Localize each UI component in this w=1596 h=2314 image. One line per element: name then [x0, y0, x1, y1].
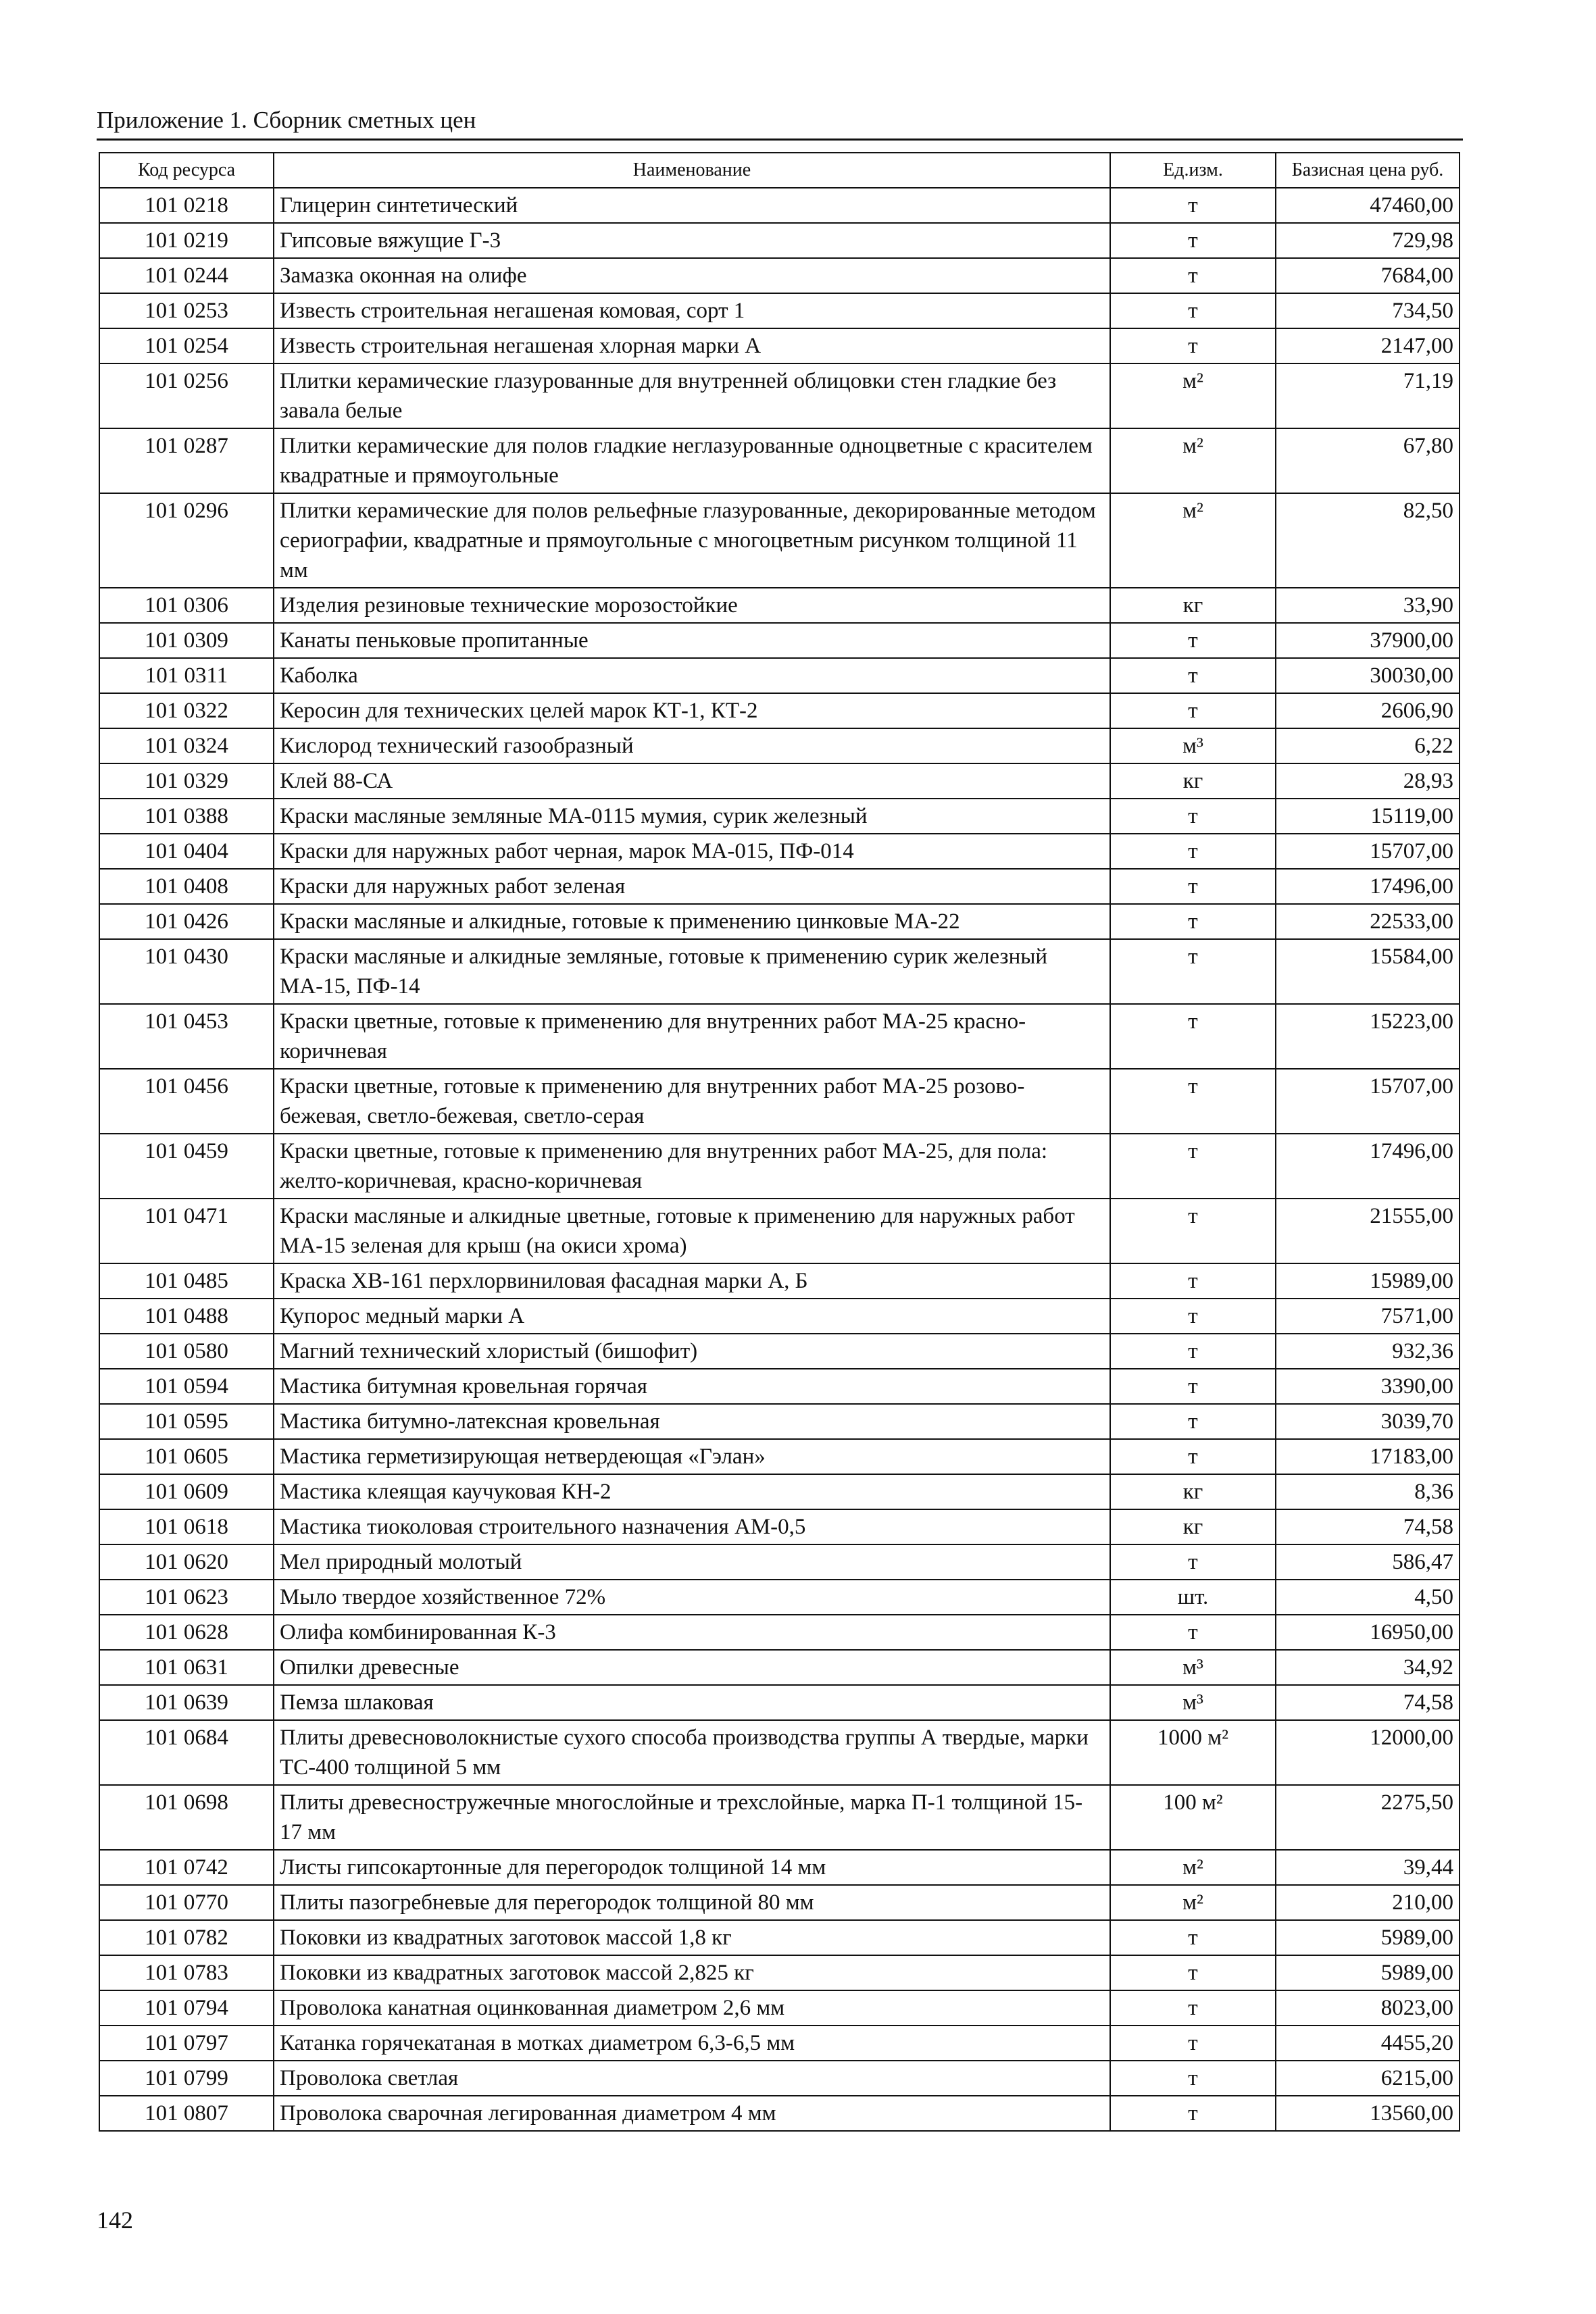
price-cell: 15119,00	[1276, 799, 1460, 834]
unit-cell: кг	[1110, 588, 1276, 623]
resource-code-cell: 101 0782	[99, 1920, 274, 1955]
price-cell: 82,50	[1276, 493, 1460, 588]
table-row	[99, 1134, 1460, 1199]
price-cell: 21555,00	[1276, 1199, 1460, 1263]
price-cell: 17496,00	[1276, 869, 1460, 904]
price-cell: 4455,20	[1276, 2026, 1460, 2061]
unit-cell: кг	[1110, 1509, 1276, 1544]
unit-cell: т	[1110, 1263, 1276, 1299]
resource-code-cell: 101 0631	[99, 1650, 274, 1685]
unit-cell: т	[1110, 693, 1276, 728]
resource-name-cell: Замазка оконная на олифе	[274, 258, 1110, 293]
resource-name-cell: Краски масляные и алкидные земляные, готовые к применению сурик железный МА-15, ПФ-14	[274, 939, 1110, 1004]
unit-cell: т	[1110, 799, 1276, 834]
price-cell: 7684,00	[1276, 258, 1460, 293]
resource-name-cell: Краски цветные, готовые к применению для внутренних работ МА-25 красно-коричневая	[274, 1004, 1110, 1069]
unit-cell: кг	[1110, 763, 1276, 799]
resource-code-cell: 101 0219	[99, 223, 274, 258]
table-row	[99, 428, 1460, 493]
resource-name-cell: Известь строительная негашеная хлорная марки А	[274, 328, 1110, 363]
unit-cell: т	[1110, 904, 1276, 939]
resource-name-cell: Плиты древесностружечные многослойные и трехслойные, марка П-1 толщиной 15-17 мм	[274, 1785, 1110, 1850]
price-cell: 210,00	[1276, 1885, 1460, 1920]
resource-name-cell: Клей 88-СА	[274, 763, 1110, 799]
unit-cell: м²	[1110, 1885, 1276, 1920]
table-row	[99, 1544, 1460, 1580]
resource-code-cell: 101 0580	[99, 1334, 274, 1369]
resource-name-cell: Проволока канатная оцинкованная диаметром 2,6 мм	[274, 1990, 1110, 2026]
resource-code-cell: 101 0605	[99, 1439, 274, 1474]
resource-code-cell: 101 0797	[99, 2026, 274, 2061]
page-header: Приложение 1. Сборник сметных цен	[97, 107, 476, 133]
table-row	[99, 658, 1460, 693]
table-row	[99, 1069, 1460, 1134]
resource-code-cell: 101 0253	[99, 293, 274, 328]
table-row	[99, 1650, 1460, 1685]
resource-name-cell: Краска ХВ-161 перхлорвиниловая фасадная марки А, Б	[274, 1263, 1110, 1299]
price-cell: 8023,00	[1276, 1990, 1460, 2026]
resource-name-cell: Плиты древесноволокнистые сухого способа производства группы А твердые, марки ТС-400 толщиной 5 мм	[274, 1720, 1110, 1785]
table-row	[99, 1004, 1460, 1069]
table-row	[99, 1720, 1460, 1785]
table-row	[99, 1920, 1460, 1955]
table-row	[99, 1404, 1460, 1439]
resource-code-cell: 101 0770	[99, 1885, 274, 1920]
resource-name-cell: Мыло твердое хозяйственное 72%	[274, 1580, 1110, 1615]
resource-name-cell: Поковки из квадратных заготовок массой 1,8 кг	[274, 1920, 1110, 1955]
price-cell: 3039,70	[1276, 1404, 1460, 1439]
resource-name-cell: Мастика клеящая каучуковая КН-2	[274, 1474, 1110, 1509]
column-header-unit: Ед.изм.	[1110, 153, 1276, 188]
unit-cell: т	[1110, 1004, 1276, 1069]
resource-name-cell: Мастика битумная кровельная горячая	[274, 1369, 1110, 1404]
table-row	[99, 1439, 1460, 1474]
resource-name-cell: Краски масляные и алкидные цветные, готовые к применению для наружных работ МА-15 зеленая для крыш (на окиси хрома)	[274, 1199, 1110, 1263]
resource-name-cell: Мастика герметизирующая нетвердеющая «Гэлан»	[274, 1439, 1110, 1474]
table-header-row	[99, 153, 1460, 188]
table-row	[99, 258, 1460, 293]
price-cell: 13560,00	[1276, 2096, 1460, 2131]
table-row	[99, 2061, 1460, 2096]
price-cell: 33,90	[1276, 588, 1460, 623]
price-cell: 932,36	[1276, 1334, 1460, 1369]
resource-name-cell: Краски цветные, готовые к применению для внутренних работ МА-25, для пола: желто-коричневая, красно-коричневая	[274, 1134, 1110, 1199]
resource-code-cell: 101 0698	[99, 1785, 274, 1850]
price-cell: 2147,00	[1276, 328, 1460, 363]
column-header-name: Наименование	[274, 153, 1110, 188]
unit-cell: т	[1110, 1615, 1276, 1650]
price-cell: 6,22	[1276, 728, 1460, 763]
table-row	[99, 1685, 1460, 1720]
unit-cell: т	[1110, 1439, 1276, 1474]
table-row	[99, 2026, 1460, 2061]
resource-code-cell: 101 0471	[99, 1199, 274, 1263]
table-row	[99, 869, 1460, 904]
resource-name-cell: Краски масляные и алкидные, готовые к применению цинковые МА-22	[274, 904, 1110, 939]
resource-code-cell: 101 0684	[99, 1720, 274, 1785]
table-row	[99, 1955, 1460, 1990]
table-row	[99, 728, 1460, 763]
unit-cell: т	[1110, 1299, 1276, 1334]
resource-name-cell: Листы гипсокартонные для перегородок толщиной 14 мм	[274, 1850, 1110, 1885]
unit-cell: т	[1110, 1069, 1276, 1134]
price-cell: 47460,00	[1276, 188, 1460, 223]
price-cell: 734,50	[1276, 293, 1460, 328]
unit-cell: т	[1110, 258, 1276, 293]
unit-cell: т	[1110, 1369, 1276, 1404]
unit-cell: м²	[1110, 363, 1276, 428]
unit-cell: т	[1110, 939, 1276, 1004]
price-cell: 67,80	[1276, 428, 1460, 493]
resource-code-cell: 101 0244	[99, 258, 274, 293]
table-row	[99, 1580, 1460, 1615]
table-row	[99, 1990, 1460, 2026]
price-cell: 74,58	[1276, 1509, 1460, 1544]
resource-name-cell: Краски цветные, готовые к применению для внутренних работ МА-25 розово-бежевая, светло-бежевая, светло-серая	[274, 1069, 1110, 1134]
resource-code-cell: 101 0620	[99, 1544, 274, 1580]
table-row	[99, 939, 1460, 1004]
price-table	[99, 152, 1460, 2132]
price-cell: 2606,90	[1276, 693, 1460, 728]
price-cell: 71,19	[1276, 363, 1460, 428]
unit-cell: кг	[1110, 1474, 1276, 1509]
resource-code-cell: 101 0594	[99, 1369, 274, 1404]
unit-cell: м²	[1110, 428, 1276, 493]
resource-name-cell: Известь строительная негашеная комовая, сорт 1	[274, 293, 1110, 328]
resource-code-cell: 101 0322	[99, 693, 274, 728]
resource-name-cell: Краски для наружных работ черная, марок МА-015, ПФ-014	[274, 834, 1110, 869]
resource-name-cell: Олифа комбинированная К-3	[274, 1615, 1110, 1650]
price-cell: 17496,00	[1276, 1134, 1460, 1199]
price-cell: 729,98	[1276, 223, 1460, 258]
resource-name-cell: Керосин для технических целей марок КТ-1, КТ-2	[274, 693, 1110, 728]
price-cell: 37900,00	[1276, 623, 1460, 658]
unit-cell: т	[1110, 223, 1276, 258]
resource-code-cell: 101 0430	[99, 939, 274, 1004]
resource-code-cell: 101 0618	[99, 1509, 274, 1544]
resource-name-cell: Мел природный молотый	[274, 1544, 1110, 1580]
unit-cell: т	[1110, 2026, 1276, 2061]
resource-code-cell: 101 0329	[99, 763, 274, 799]
resource-code-cell: 101 0456	[99, 1069, 274, 1134]
price-cell: 15223,00	[1276, 1004, 1460, 1069]
unit-cell: т	[1110, 1134, 1276, 1199]
page-number: 142	[97, 2207, 133, 2234]
resource-name-cell: Плитки керамические для полов рельефные глазурованные, декорированные методом сериографии, квадратные и прямоугольные с многоцветным рисунком толщиной 11 мм	[274, 493, 1110, 588]
resource-code-cell: 101 0426	[99, 904, 274, 939]
table-row	[99, 1474, 1460, 1509]
unit-cell: т	[1110, 2061, 1276, 2096]
table-row	[99, 2096, 1460, 2131]
resource-code-cell: 101 0408	[99, 869, 274, 904]
resource-code-cell: 101 0311	[99, 658, 274, 693]
unit-cell: т	[1110, 1199, 1276, 1263]
price-cell: 2275,50	[1276, 1785, 1460, 1850]
table-row	[99, 1299, 1460, 1334]
resource-name-cell: Плиты пазогребневые для перегородок толщиной 80 мм	[274, 1885, 1110, 1920]
price-cell: 15707,00	[1276, 834, 1460, 869]
price-cell: 34,92	[1276, 1650, 1460, 1685]
resource-name-cell: Изделия резиновые технические морозостойкие	[274, 588, 1110, 623]
unit-cell: т	[1110, 1920, 1276, 1955]
table-row	[99, 188, 1460, 223]
table-row	[99, 1615, 1460, 1650]
table-row	[99, 1850, 1460, 1885]
resource-name-cell: Опилки древесные	[274, 1650, 1110, 1685]
table-row	[99, 1263, 1460, 1299]
resource-code-cell: 101 0459	[99, 1134, 274, 1199]
resource-name-cell: Пемза шлаковая	[274, 1685, 1110, 1720]
resource-code-cell: 101 0306	[99, 588, 274, 623]
price-cell: 4,50	[1276, 1580, 1460, 1615]
unit-cell: т	[1110, 2096, 1276, 2131]
price-cell: 6215,00	[1276, 2061, 1460, 2096]
unit-cell: т	[1110, 1544, 1276, 1580]
price-cell: 15989,00	[1276, 1263, 1460, 1299]
resource-name-cell: Плитки керамические глазурованные для внутренней облицовки стен гладкие без завала белые	[274, 363, 1110, 428]
unit-cell: м²	[1110, 1850, 1276, 1885]
resource-code-cell: 101 0742	[99, 1850, 274, 1885]
resource-name-cell: Каболка	[274, 658, 1110, 693]
unit-cell: т	[1110, 1404, 1276, 1439]
resource-code-cell: 101 0254	[99, 328, 274, 363]
resource-name-cell: Плитки керамические для полов гладкие неглазурованные одноцветные с красителем квадратные и прямоугольные	[274, 428, 1110, 493]
resource-name-cell: Проволока светлая	[274, 2061, 1110, 2096]
resource-name-cell: Глицерин синтетический	[274, 188, 1110, 223]
resource-code-cell: 101 0218	[99, 188, 274, 223]
table-row	[99, 1334, 1460, 1369]
unit-cell: т	[1110, 1990, 1276, 2026]
table-row	[99, 763, 1460, 799]
table-row	[99, 693, 1460, 728]
unit-cell: м³	[1110, 728, 1276, 763]
table-row	[99, 1885, 1460, 1920]
resource-name-cell: Кислород технический газообразный	[274, 728, 1110, 763]
price-cell: 28,93	[1276, 763, 1460, 799]
price-cell: 30030,00	[1276, 658, 1460, 693]
price-cell: 15584,00	[1276, 939, 1460, 1004]
price-cell: 3390,00	[1276, 1369, 1460, 1404]
unit-cell: т	[1110, 328, 1276, 363]
table-row	[99, 904, 1460, 939]
unit-cell: т	[1110, 869, 1276, 904]
table-row	[99, 623, 1460, 658]
resource-code-cell: 101 0799	[99, 2061, 274, 2096]
price-cell: 22533,00	[1276, 904, 1460, 939]
price-cell: 17183,00	[1276, 1439, 1460, 1474]
column-header-price: Базисная цена руб.	[1276, 153, 1460, 188]
price-cell: 12000,00	[1276, 1720, 1460, 1785]
resource-name-cell: Мастика тиоколовая строительного назначения АМ-0,5	[274, 1509, 1110, 1544]
table-row	[99, 1509, 1460, 1544]
price-cell: 5989,00	[1276, 1920, 1460, 1955]
resource-code-cell: 101 0639	[99, 1685, 274, 1720]
resource-name-cell: Краски для наружных работ зеленая	[274, 869, 1110, 904]
unit-cell: т	[1110, 1334, 1276, 1369]
unit-cell: т	[1110, 658, 1276, 693]
resource-code-cell: 101 0485	[99, 1263, 274, 1299]
header-rule	[97, 139, 1463, 141]
resource-code-cell: 101 0296	[99, 493, 274, 588]
unit-cell: шт.	[1110, 1580, 1276, 1615]
resource-code-cell: 101 0404	[99, 834, 274, 869]
resource-code-cell: 101 0609	[99, 1474, 274, 1509]
price-cell: 16950,00	[1276, 1615, 1460, 1650]
unit-cell: т	[1110, 188, 1276, 223]
table-body	[99, 188, 1460, 2131]
resource-name-cell: Поковки из квадратных заготовок массой 2,825 кг	[274, 1955, 1110, 1990]
resource-code-cell: 101 0595	[99, 1404, 274, 1439]
resource-code-cell: 101 0256	[99, 363, 274, 428]
resource-code-cell: 101 0287	[99, 428, 274, 493]
resource-code-cell: 101 0388	[99, 799, 274, 834]
resource-code-cell: 101 0783	[99, 1955, 274, 1990]
unit-cell: 1000 м²	[1110, 1720, 1276, 1785]
price-cell: 7571,00	[1276, 1299, 1460, 1334]
table-row	[99, 1199, 1460, 1263]
table-row	[99, 1369, 1460, 1404]
resource-code-cell: 101 0324	[99, 728, 274, 763]
resource-name-cell: Гипсовые вяжущие Г-3	[274, 223, 1110, 258]
table-row	[99, 363, 1460, 428]
table-row	[99, 293, 1460, 328]
price-cell: 8,36	[1276, 1474, 1460, 1509]
unit-cell: 100 м²	[1110, 1785, 1276, 1850]
resource-code-cell: 101 0453	[99, 1004, 274, 1069]
unit-cell: т	[1110, 1955, 1276, 1990]
resource-name-cell: Проволока сварочная легированная диаметром 4 мм	[274, 2096, 1110, 2131]
price-cell: 5989,00	[1276, 1955, 1460, 1990]
resource-code-cell: 101 0488	[99, 1299, 274, 1334]
unit-cell: т	[1110, 293, 1276, 328]
resource-name-cell: Мастика битумно-латексная кровельная	[274, 1404, 1110, 1439]
table-row	[99, 223, 1460, 258]
resource-code-cell: 101 0807	[99, 2096, 274, 2131]
resource-code-cell: 101 0623	[99, 1580, 274, 1615]
price-cell: 39,44	[1276, 1850, 1460, 1885]
table-row	[99, 834, 1460, 869]
table-row	[99, 799, 1460, 834]
resource-code-cell: 101 0309	[99, 623, 274, 658]
resource-name-cell: Краски масляные земляные МА-0115 мумия, сурик железный	[274, 799, 1110, 834]
resource-code-cell: 101 0794	[99, 1990, 274, 2026]
table-row	[99, 493, 1460, 588]
column-header-code: Код ресурса	[99, 153, 274, 188]
price-cell: 74,58	[1276, 1685, 1460, 1720]
resource-name-cell: Купорос медный марки А	[274, 1299, 1110, 1334]
resource-name-cell: Катанка горячекатаная в мотках диаметром 6,3-6,5 мм	[274, 2026, 1110, 2061]
unit-cell: м³	[1110, 1685, 1276, 1720]
table-row	[99, 328, 1460, 363]
unit-cell: м²	[1110, 493, 1276, 588]
unit-cell: т	[1110, 834, 1276, 869]
unit-cell: т	[1110, 623, 1276, 658]
resource-name-cell: Магний технический хлористый (бишофит)	[274, 1334, 1110, 1369]
table-row	[99, 1785, 1460, 1850]
price-cell: 15707,00	[1276, 1069, 1460, 1134]
price-cell: 586,47	[1276, 1544, 1460, 1580]
table-row	[99, 588, 1460, 623]
resource-code-cell: 101 0628	[99, 1615, 274, 1650]
resource-name-cell: Канаты пеньковые пропитанные	[274, 623, 1110, 658]
unit-cell: м³	[1110, 1650, 1276, 1685]
